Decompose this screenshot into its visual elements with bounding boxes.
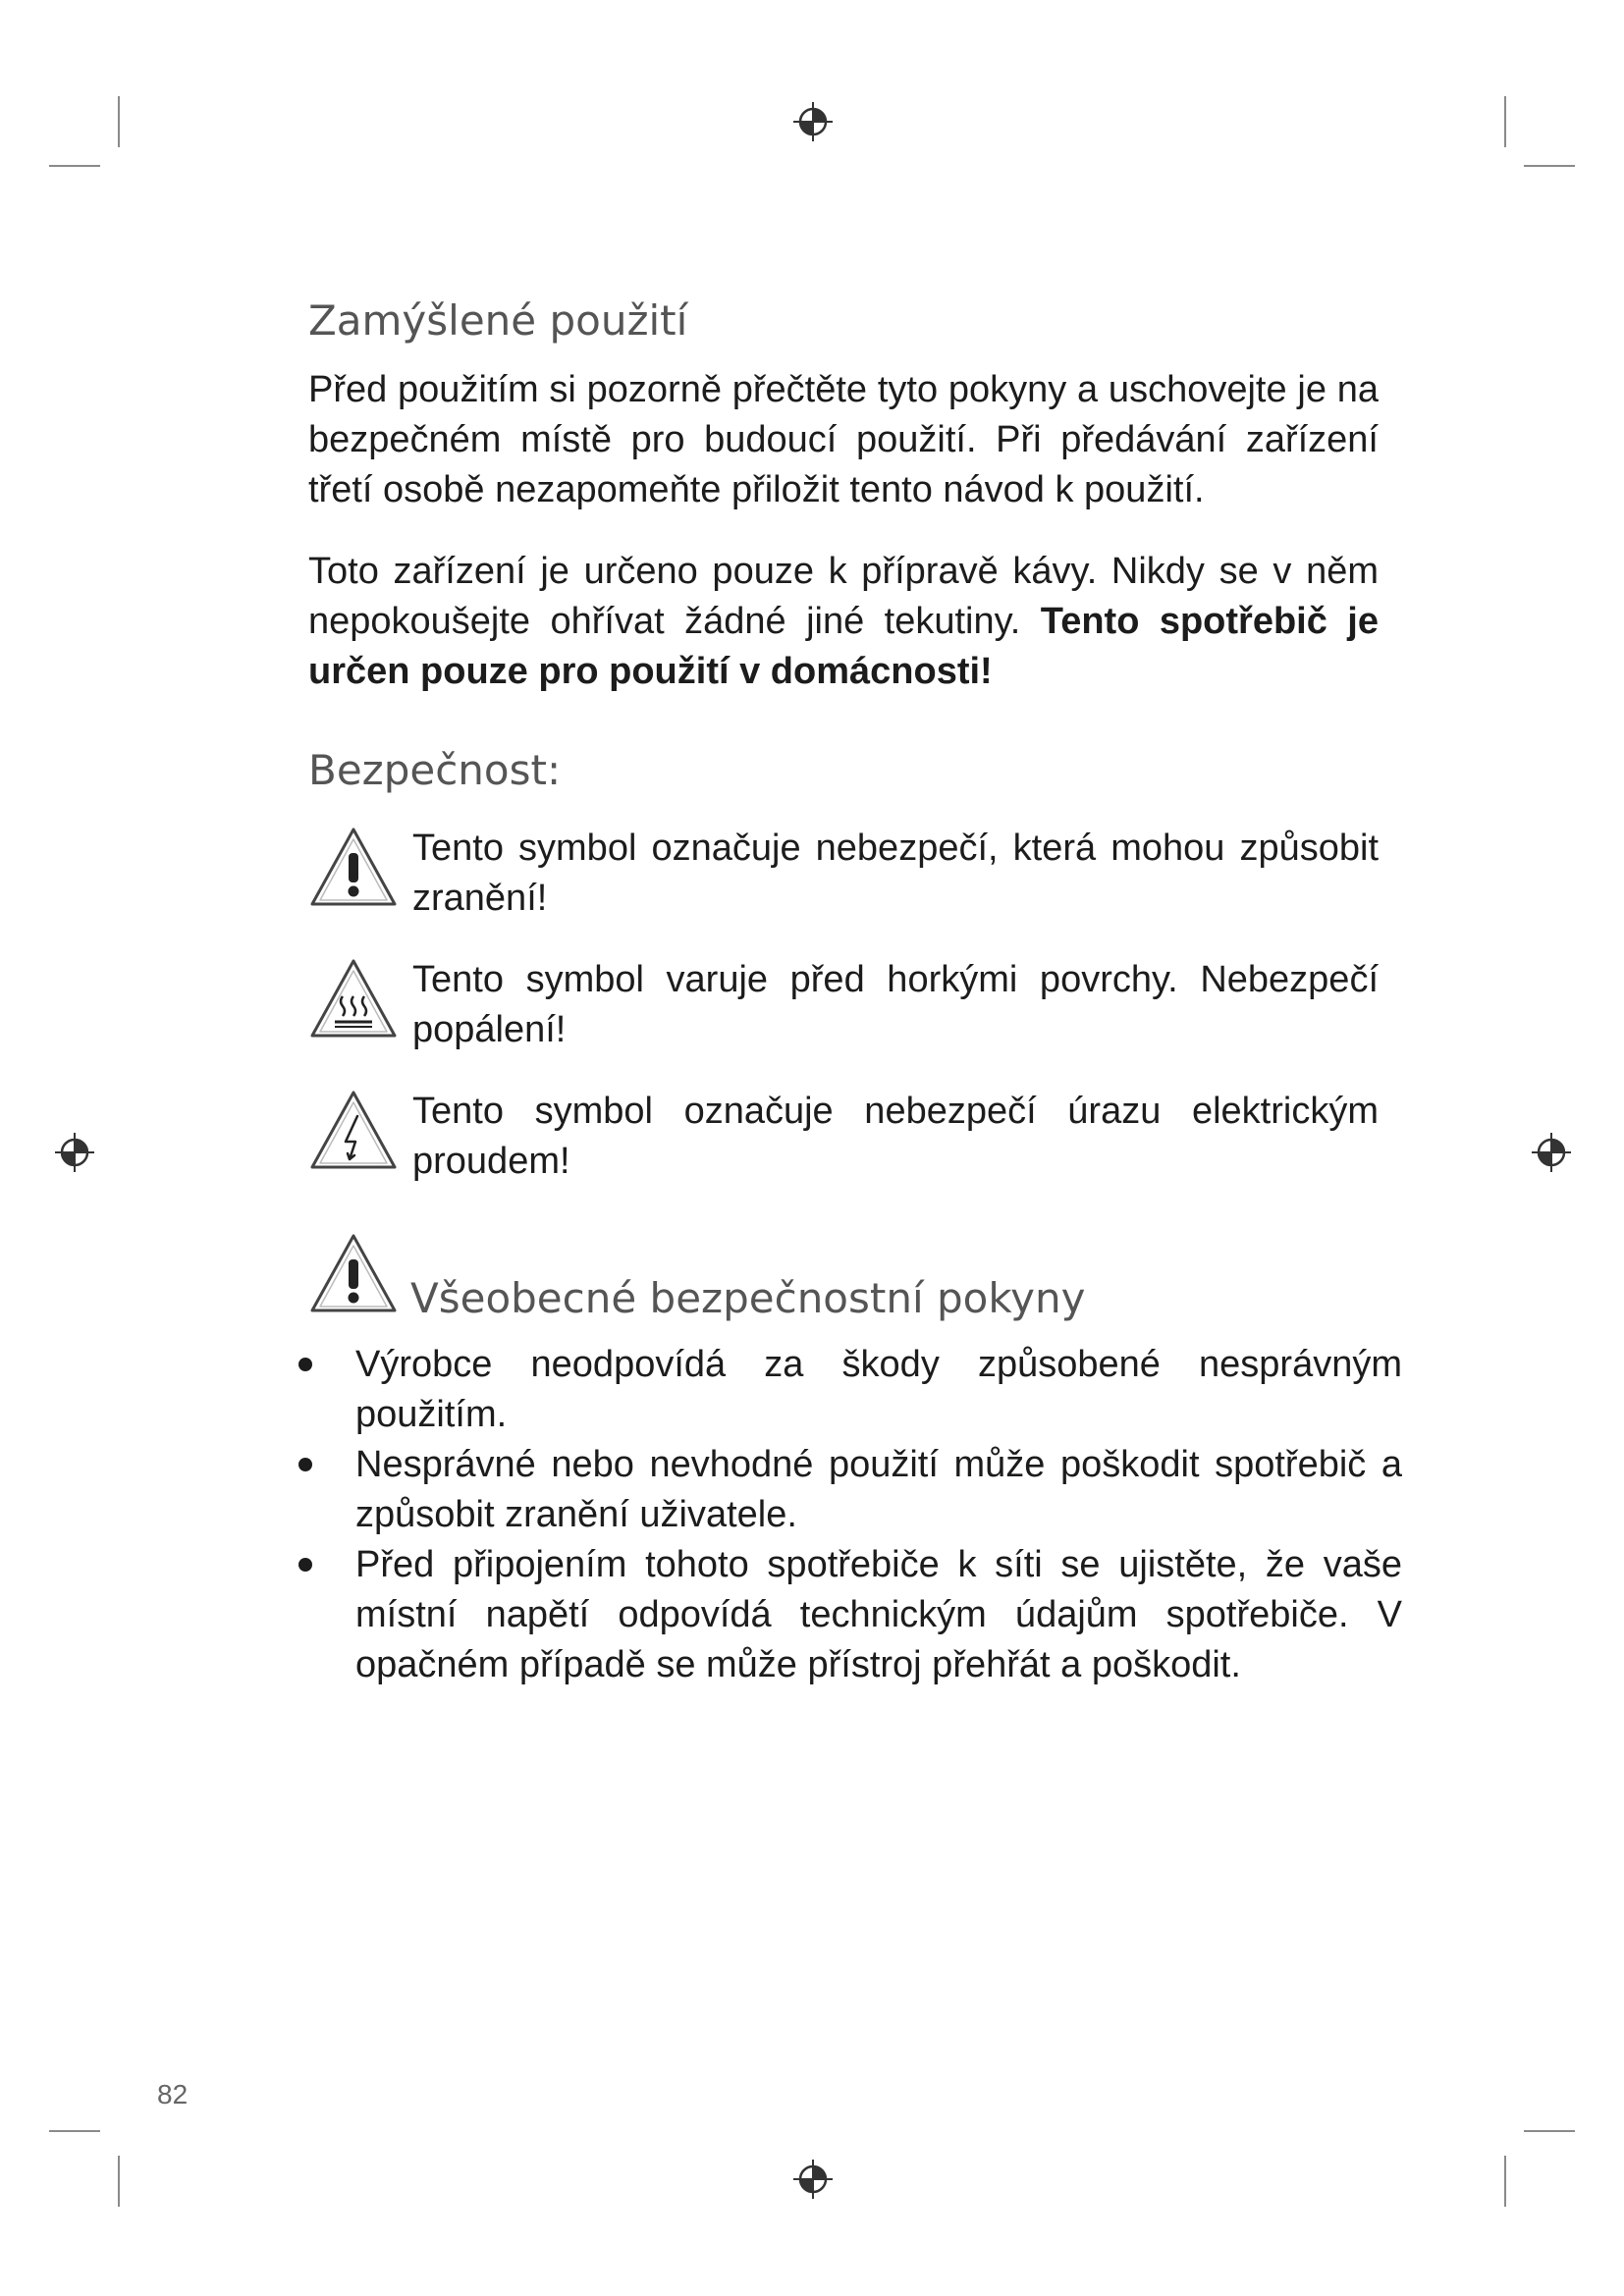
crop-mark [118,96,120,147]
bullet-icon [298,1558,312,1572]
bullet-icon [298,1358,312,1371]
safety-heading: Bezpečnost: [308,746,562,795]
list-item-text: Nesprávné nebo nevhodné použití může poškodit spotřebič a způsobit zranění uživatele. [355,1443,1402,1535]
symbol-description: Tento symbol označuje nebezpečí, která mohou způsobit zranění! [412,827,1379,919]
paragraph-2-text: Toto zařízení je určeno pouze k přípravě kávy. Nikdy se v něm nepokoušejte ohřívat žádné jiné tekutiny. [308,551,1379,643]
warning-exclamation-icon [308,1232,399,1316]
registration-mark-icon [791,100,835,143]
crop-mark [118,2156,120,2207]
bullet-icon [298,1458,312,1471]
registration-mark-icon [791,2158,835,2201]
general-safety-list [298,1340,1402,1690]
list-item-text: Výrobce neodpovídá za škody způsobené nesprávným použitím. [355,1343,1402,1435]
safety-symbol-row [308,824,1379,924]
electric-shock-icon [308,1089,399,1173]
symbol-description: Tento symbol označuje nebezpečí úrazu elektrickým proudem! [412,1090,1379,1182]
crop-mark [1504,2156,1506,2207]
crop-mark [49,165,100,167]
page-content [308,296,1402,1690]
intended-use-heading: Zamýšlené použití [308,296,688,345]
registration-mark-icon [1530,1131,1573,1174]
household-use-notice: Tento spotřebič je určen pouze pro použití v domácnosti! [308,601,1379,693]
registration-mark-icon [53,1131,96,1174]
safety-symbol-row [308,955,1379,1055]
list-item-text: Před připojením tohoto spotřebiče k síti se ujistěte, že vaše místní napětí odpovídá technickým údajům spotřebiče. V opačném případě se může přístroj přehřát a poškodit. [355,1543,1402,1685]
list-item [298,1340,1402,1440]
safety-symbol-row [308,1087,1379,1187]
hot-surface-icon [308,957,399,1041]
intended-use-paragraph-2 [308,547,1379,697]
crop-mark [49,2130,100,2132]
page-number: 82 [157,2079,189,2109]
general-safety-header [308,1232,1379,1323]
list-item [298,1540,1402,1690]
crop-mark [1504,96,1506,147]
symbol-description: Tento symbol varuje před horkými povrchy. Nebezpečí popálení! [412,958,1379,1050]
crop-mark [1524,2130,1575,2132]
warning-exclamation-icon [308,826,399,910]
general-safety-heading: Všeobecné bezpečnostní pokyny [410,1274,1086,1323]
intended-use-paragraph-1: Před použitím si pozorně přečtěte tyto pokyny a uschovejte je na bezpečném místě pro budoucí použití. Při předávání zařízení třetí osobě nezapomeňte přiložit tento návod k použití. [308,369,1379,511]
crop-mark [1524,165,1575,167]
list-item [298,1440,1402,1540]
